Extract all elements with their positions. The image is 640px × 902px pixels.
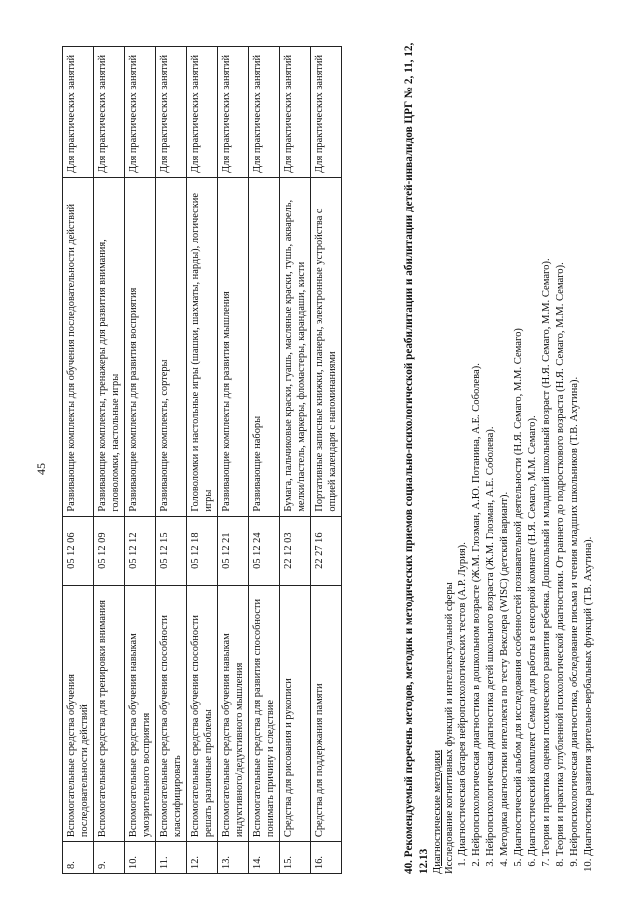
row-number: 14.	[249, 842, 280, 874]
table-row	[63, 47, 94, 874]
method-item: 7. Теория и практика оценки психического развития ребенка. Дошкольный и младший школьный возраст (Н.Я. Семаго, М.М. Семаго).	[540, 42, 554, 856]
aid-purpose: Для практических занятий	[218, 47, 249, 178]
table-row	[280, 47, 311, 874]
aid-description: Развивающие комплекты для развития мышления	[218, 177, 249, 516]
row-number: 10.	[125, 842, 156, 874]
row-number: 16.	[311, 842, 342, 874]
aid-purpose: Для практических занятий	[156, 47, 187, 178]
aid-description: Портативные записные книжки, планеры, электронные устройства с опцией календаря с напоминаниями	[311, 177, 342, 516]
aid-code: 22 27 16	[311, 516, 342, 585]
aid-name: Средства для поддержания памяти	[311, 585, 342, 841]
method-item: 5. Диагностический альбом для исследования особенностей познавательной деятельности (Н.Я. Семаго, М.М. Семаго)	[512, 42, 526, 856]
aid-purpose: Для практических занятий	[187, 47, 218, 178]
table-row	[187, 47, 218, 874]
aid-description: Головоломки и настольные игры (шашки, шахматы, нарды), логические игры	[187, 177, 218, 516]
aid-name: Вспомогательные средства обучения способности решать различные проблемы	[187, 585, 218, 841]
aid-description: Развивающие комплекты для развития восприятия	[125, 177, 156, 516]
aid-name: Вспомогательные средства обучения навыкам индуктивного/дедуктивного мышления	[218, 585, 249, 841]
aid-purpose: Для практических занятий	[63, 47, 94, 178]
aid-description: Развивающие наборы	[249, 177, 280, 516]
aid-code: 05 12 15	[156, 516, 187, 585]
method-item: 1. Диагностическая батарея нейропсихологических тестов (А.Р. Лурия).	[456, 42, 470, 856]
aid-purpose: Для практических занятий	[280, 47, 311, 178]
aid-description: Развивающие комплекты, сортеры	[156, 177, 187, 516]
page-number: 45	[34, 463, 48, 475]
method-item: 10. Диагностика развития зрительно-вербальных функций (Т.В. Ахутина).	[582, 42, 596, 856]
row-number: 9.	[94, 842, 125, 874]
aid-description: Развивающие комплекты для обучения последовательности действий	[63, 177, 94, 516]
aid-name: Вспомогательные средства для тренировки внимания	[94, 585, 125, 841]
aid-purpose: Для практических занятий	[125, 47, 156, 178]
table-body	[63, 47, 342, 874]
aid-name: Вспомогательные средства для развития способности понимать причину и следствие	[249, 585, 280, 841]
rehab-aids-table	[62, 46, 342, 874]
row-number: 8.	[63, 842, 94, 874]
aid-name: Вспомогательные средства обучения навыкам умозрительного восприятия	[125, 585, 156, 841]
table-row	[249, 47, 280, 874]
method-item: 4. Методика диагностики интеллекта по тесту Векслера (WISC) (детский вариант).	[498, 42, 512, 856]
aid-description: Развивающие комплекты, тренажеры для развития внимания, головоломки, настольные игры	[94, 177, 125, 516]
row-number: 13.	[218, 842, 249, 874]
aid-name: Вспомогательные средства обучения способности классифицировать	[156, 585, 187, 841]
method-item: 9. Нейропсихологическая диагностика, обследование письма и чтения младших школьников (Т.В. Ахутина).	[568, 42, 582, 856]
method-item: 2. Нейропсихологическая диагностика в дошкольном возрасте (Ж.М. Глозман, А.Ю. Потанина, А.Е. Соболева).	[470, 42, 484, 856]
row-number: 12.	[187, 842, 218, 874]
row-number: 11.	[156, 842, 187, 874]
aid-code: 05 12 12	[125, 516, 156, 585]
method-item: 3. Нейропсихологическая диагностика детей школьного возраста (Ж.М. Глозман, А.Е. Соболева).	[484, 42, 498, 856]
aid-purpose: Для практических занятий	[94, 47, 125, 178]
table-row	[156, 47, 187, 874]
table-row	[311, 47, 342, 874]
table-row	[218, 47, 249, 874]
method-item: 8. Теория и практика углубленной психологической диагностики. От раннего до подросткового возраста (Н.Я. Семаго, М.М. Семаго).	[554, 42, 568, 856]
aid-name: Средства для рисования и рукописи	[280, 585, 311, 841]
aid-purpose: Для практических занятий	[311, 47, 342, 178]
aid-code: 05 12 09	[94, 516, 125, 585]
method-item: 6. Диагностический комплект Семаго для работы в сенсорной комнате (Н.Я. Семаго, М.М. Семаго).	[526, 42, 540, 856]
methods-list	[456, 42, 596, 874]
section-title: 40. Рекомендуемый перечень методов, методик и методических приемов социально-психологической реабилитации и абилитации детей-инвалидов ЦРГ № 2, 11, 12, 12.13	[403, 42, 430, 874]
row-number: 15.	[280, 842, 311, 874]
table-row	[125, 47, 156, 874]
aid-code: 05 12 21	[218, 516, 249, 585]
aid-purpose: Для практических занятий	[249, 47, 280, 178]
aid-code: 22 12 03	[280, 516, 311, 585]
aid-name: Вспомогательные средства обучения последовательности действий	[63, 585, 94, 841]
aid-code: 05 12 18	[187, 516, 218, 585]
methods-section	[402, 42, 596, 874]
aid-description: Бумага, пальчиковые краски, гуашь, масляные краски, тушь, акварель, мелки/пастель, маркеры, фломастеры, карандаши, кисти	[280, 177, 311, 516]
section-subtitle: Диагностические методики	[432, 749, 444, 874]
aid-code: 05 12 06	[63, 516, 94, 585]
table-row	[94, 47, 125, 874]
aid-code: 05 12 24	[249, 516, 280, 585]
section-intro: Исследование когнитивных функций и интеллектуальной сферы	[444, 582, 456, 874]
